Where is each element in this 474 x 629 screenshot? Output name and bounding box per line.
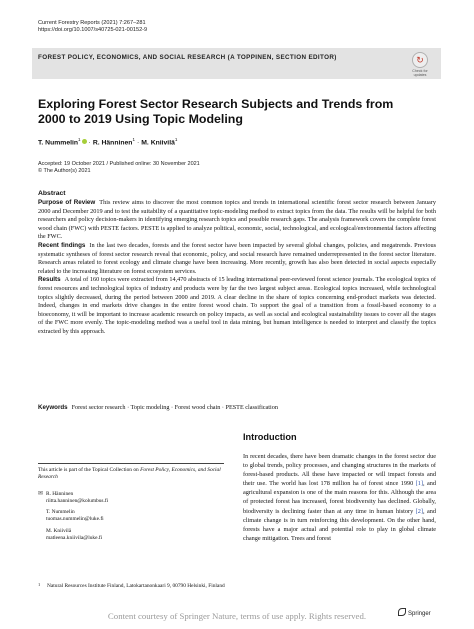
- abstract-results: [38, 276, 436, 336]
- affiliation-mark: 1: [132, 137, 135, 142]
- contact-name: M. Kniivilä: [46, 527, 72, 534]
- contact-entry: [38, 509, 224, 523]
- email-icon: ✉: [38, 490, 44, 497]
- recent-findings-label: Recent findings: [38, 242, 86, 250]
- footnote-divider: [38, 463, 224, 464]
- contact-name: R. Hänninen: [46, 490, 74, 497]
- check-updates-label: Check for updates: [412, 69, 428, 78]
- contact-entry: [38, 491, 224, 505]
- separator: ·: [136, 139, 140, 147]
- citation-link[interactable]: [1]: [415, 480, 423, 488]
- author-name[interactable]: M. Kniivilä: [141, 139, 175, 147]
- contact-entry: [38, 528, 224, 542]
- journal-issue: Current Forestry Reports (2021) 7:267–281: [38, 20, 146, 26]
- keywords-text: Forest sector research · Topic modeling · Forest wood chain · PESTE classification: [71, 404, 278, 411]
- section-title: FOREST POLICY, ECONOMICS, AND SOCIAL RESEARCH (A TOPPINEN, SECTION EDITOR): [38, 54, 337, 61]
- purpose-label: Purpose of Review: [38, 199, 96, 207]
- contact-email[interactable]: riitta.hanninen@kolumbus.fi: [46, 498, 109, 505]
- affiliation-mark: 1: [78, 137, 81, 142]
- accepted-published-dates: Accepted: 19 October 2021 / Published online: 30 November 2021: [38, 161, 200, 167]
- introduction-heading: Introduction: [243, 432, 297, 442]
- recent-findings-text: In the last two decades, forests and the forest sector have been impacted by several global changes, policies, and megatrends. Previous systematic syntheses of forest sector research reveal that economic, policy, and social research have remained underrepresented in the forest sector literature. Research areas related to forest ecology and climate change have been increasing. More recently, growth has also been detected in social aspects especially related to the increasing literature on forest ecosystem services.: [38, 242, 437, 275]
- orcid-icon[interactable]: [82, 139, 87, 144]
- results-label: Results: [38, 276, 61, 284]
- purpose-text: This review aims to discover the most common topics and trends in international scientific forest sector research between January 2000 and December 2019 and to test the suitability of a quantitative topic-modeling method to extract topics from the data. The results will be helpful for both researchers and policy decision-makers in identifying emerging research topics and possible research gaps. The analysis framework covers the complete forest wood chain (FWC) with PESTE factors. PESTE is applied to analyze political, economic, social, technological, and ecological/environmental factors affecting the FWC.: [38, 199, 436, 241]
- footnotes: [38, 467, 224, 542]
- section-banner: [32, 48, 441, 79]
- affiliation-number: 1: [38, 582, 41, 587]
- check-updates-icon: ↻: [412, 52, 428, 68]
- check-for-updates-button[interactable]: [406, 52, 434, 77]
- doi-link[interactable]: https://doi.org/10.1007/s40725-021-00152-9: [38, 27, 148, 34]
- keywords-label: Keywords: [38, 404, 68, 411]
- author-name[interactable]: R. Hänninen: [92, 139, 133, 147]
- separator: ·: [88, 139, 91, 147]
- author-name[interactable]: T. Nummelin: [38, 139, 79, 147]
- collection-note: This article is part of the Topical Collection on Forest Policy, Economics, and Social Research: [38, 467, 221, 481]
- citation-link[interactable]: [2]: [415, 507, 423, 515]
- abstract-section: [38, 190, 436, 337]
- keywords: [38, 404, 436, 411]
- publisher-name: Springer: [408, 611, 431, 617]
- introduction-body: In recent decades, there have been dramatic changes in the forest sector due to global trends, policy processes, and changing structures in the markets of forest-based products. All these have impacted or will impact forests and their use. The world has lost 178 million ha of forest since 1990 [1], and agricultural expansion is one of the main reasons for this. Although the area of protected forest has increased, forest biodiversity has declined. Globally, biodiversity is declining faster than at any time in human history [2], and climate change is in turn reinforcing this development. On the other hand, forests have a major actual and potential role to play in global climate change mitigation. Trees and forest: [243, 453, 436, 542]
- abstract-recent-findings: [38, 242, 436, 276]
- abstract-heading: Abstract: [38, 190, 66, 197]
- publication-dates: [38, 161, 200, 176]
- author-list: [38, 137, 177, 146]
- contact-name: T. Nummelin: [46, 509, 75, 516]
- abstract-purpose: [38, 199, 436, 242]
- copyright-line: © The Author(s) 2021: [38, 168, 91, 175]
- journal-citation: [38, 20, 147, 34]
- article-title: Exploring Forest Sector Research Subjects and Trends from 2000 to 2019 Using Topic Modeling: [38, 97, 394, 126]
- courtesy-watermark: Content courtesy of Springer Nature, terms of use apply. Rights reserved.: [107, 611, 367, 621]
- contact-email[interactable]: matleena.kniivila@luke.fi: [46, 534, 103, 541]
- contact-email[interactable]: tuomas.nummelin@luke.fi: [46, 516, 104, 523]
- affiliation-text: Natural Resources Institute Finland, Latokartanonkaari 9, 00790 Helsinki, Finland: [47, 583, 225, 589]
- affiliation-mark: 1: [174, 137, 178, 142]
- results-text: A total of 160 topics were extracted from 14,470 abstracts of 15 leading international peer-reviewed forest science journals. The ecological topics of forest resources and technological topics of industry and products were by far the two largest subject areas. Ecological topics increased, while technological topics slightly decreased, during the period between 2000 and 2019. A clear decline in the share of topics concerning end-product markets was detected. Indeed, changes in end markets drive changes in the entire forest wood chain. To support the goal of a transition from a fossil-based economy to a bioeconomy, it will be important to increase academic research on policy impacts, as well as social and ecological sustainability issues to cover all the stages of the FWC more evenly. The topic-modeling method was a useful tool in data mining, but human intelligence is needed to interpret and classify the topics extracted by this approach.: [38, 276, 436, 335]
